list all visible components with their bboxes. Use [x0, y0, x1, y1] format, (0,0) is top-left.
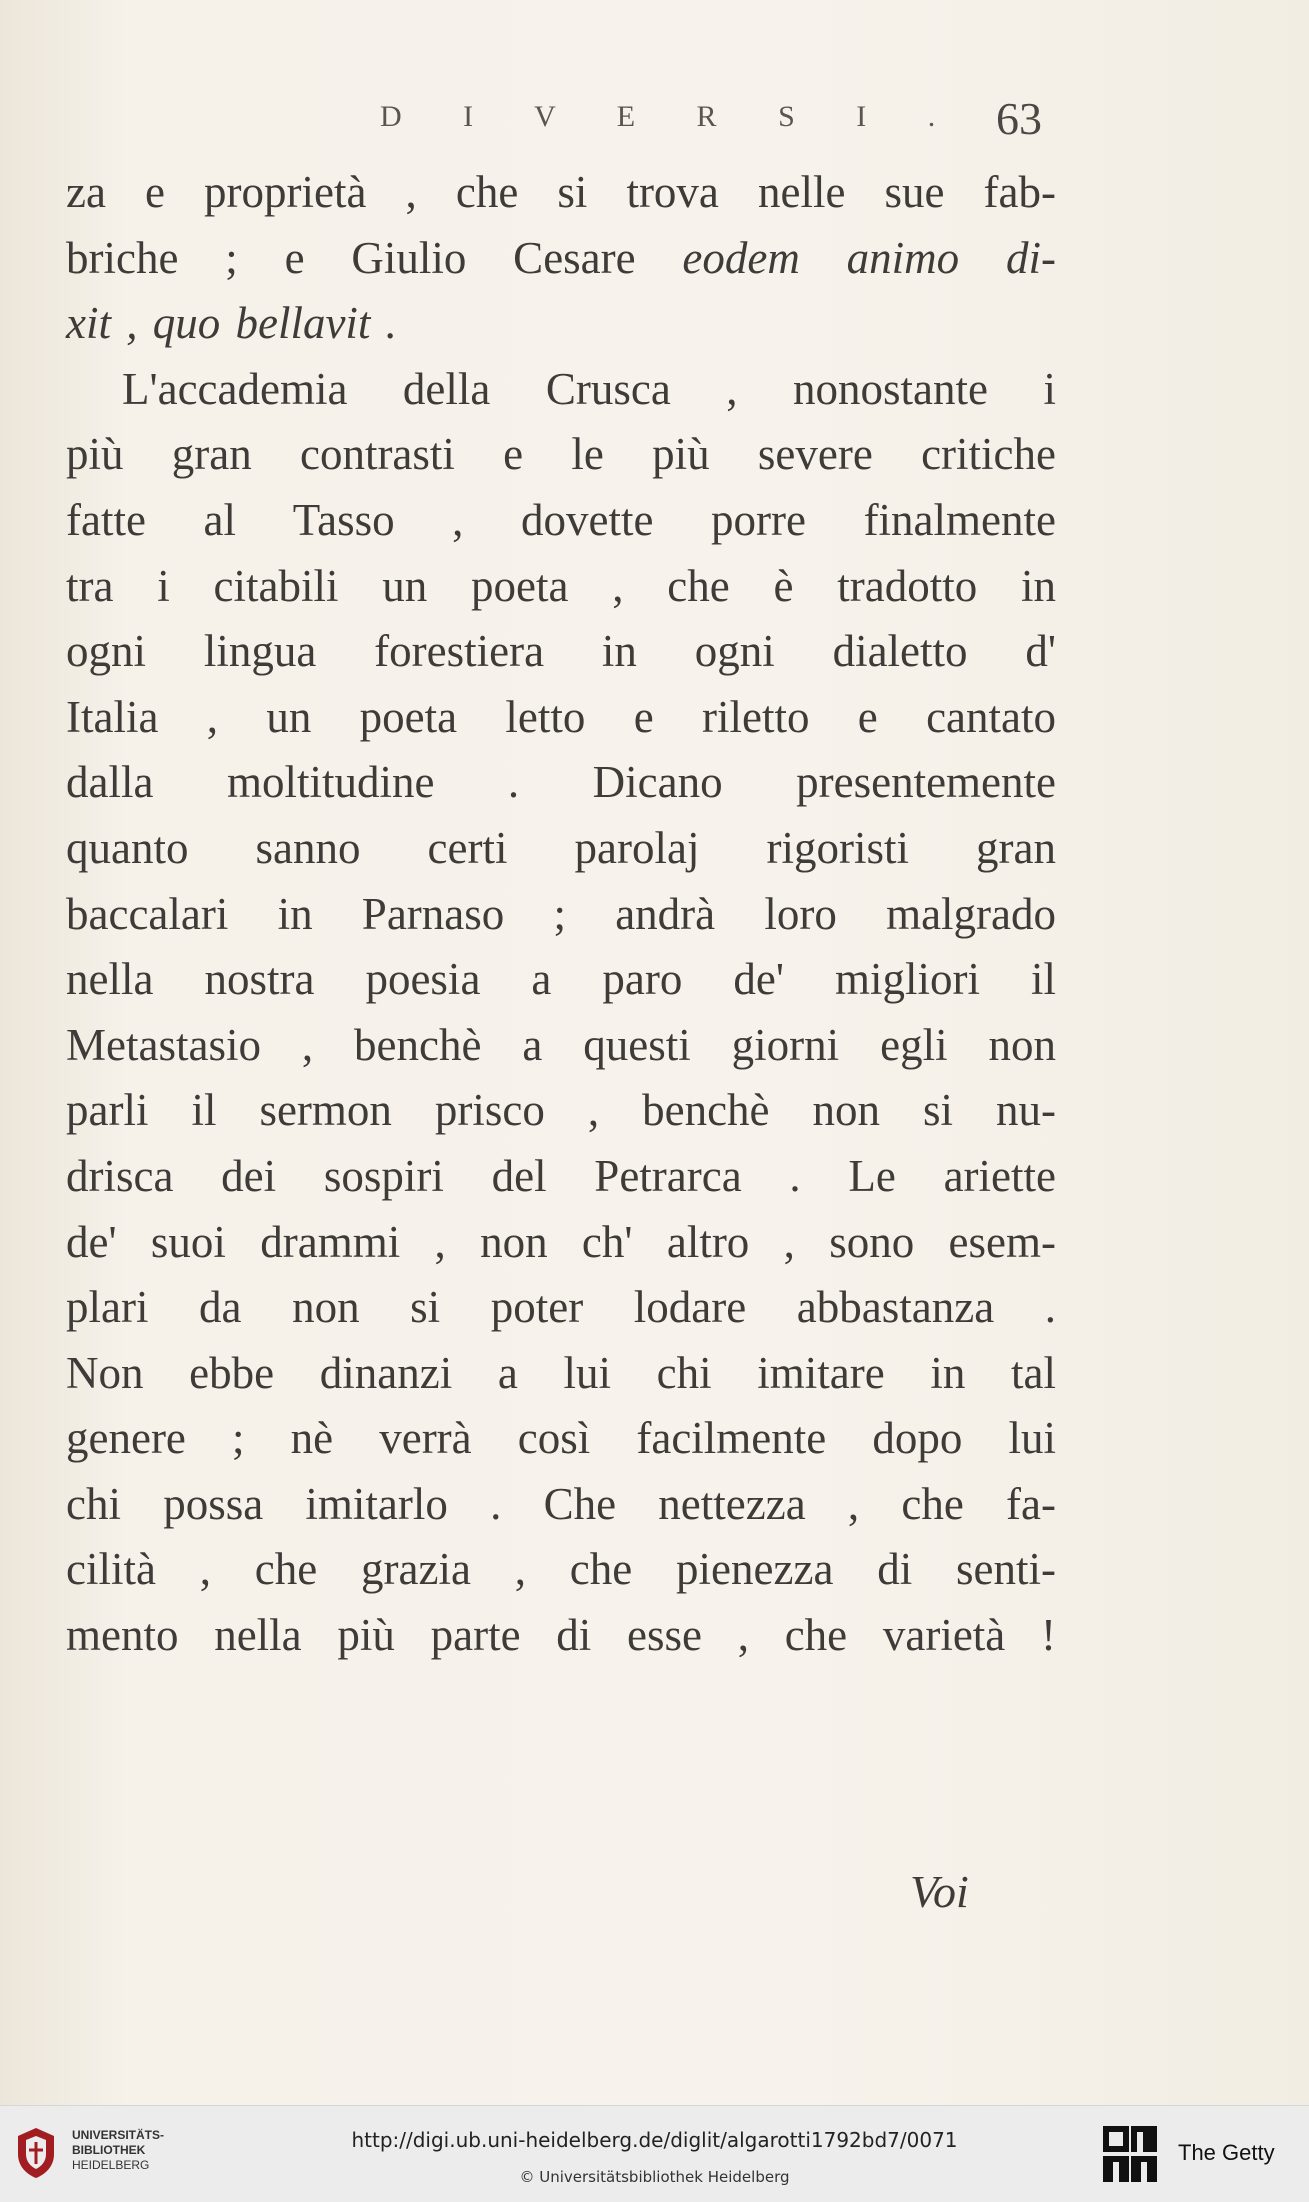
text-line: de' suoi drammi , non ch' altro , sono esem-	[66, 1216, 1056, 1267]
text-line: fatte al Tasso , dovette porre finalmente	[66, 494, 1056, 545]
text-line: chi possa imitarlo . Che nettezza , che fa-	[66, 1478, 1056, 1529]
text-line: quanto sanno certi parolaj rigoristi gran	[66, 822, 1056, 873]
latin-quote: xit , quo bellavit .	[66, 298, 397, 349]
text-line: baccalari in Parnaso ; andrà loro malgrado	[66, 888, 1056, 939]
text-line: Italia , un poeta letto e riletto e cantato	[66, 691, 1056, 742]
text-line: parli il sermon prisco , benchè non si nu-	[66, 1085, 1056, 1136]
catchword: Voi	[910, 1866, 969, 1917]
text-line: nella nostra poesia a paro de' migliori il	[66, 954, 1056, 1005]
getty-logo-icon	[1101, 2124, 1159, 2186]
body-text	[66, 160, 1056, 1669]
text-line: tra i citabili un poeta , che è tradotto in	[66, 560, 1056, 611]
partner-name: The Getty	[1178, 2140, 1275, 2165]
text-line: cilità , che grazia , che pienezza di senti-	[66, 1544, 1056, 1595]
text-line: dalla moltitudine . Dicano presentemente	[66, 757, 1056, 808]
permalink-url[interactable]: http://digi.ub.uni-heidelberg.de/diglit/algarotti1792bd7/0071	[351, 2128, 958, 2152]
latin-quote: eodem animo di-	[682, 232, 1056, 283]
text-line: più gran contrasti e le più severe critiche	[66, 429, 1056, 480]
viewer-footer	[0, 2105, 1309, 2202]
running-title: D I V E R S I .	[380, 100, 963, 133]
text-line: genere ; nè verrà così facilmente dopo lui	[66, 1413, 1056, 1464]
text-line: L'accademia della Crusca , nonostante i	[122, 363, 1056, 414]
text-line: Non ebbe dinanzi a lui chi imitare in tal	[66, 1347, 1056, 1398]
text-line: ogni lingua forestiera in ogni dialetto d'	[66, 626, 1056, 677]
copyright-notice: © Universitätsbibliothek Heidelberg	[519, 2168, 790, 2186]
text-line: Metastasio , benchè a questi giorni egli non	[66, 1019, 1056, 1070]
text-line: mento nella più parte di esse , che varietà !	[66, 1610, 1056, 1661]
text-line	[66, 291, 1056, 357]
text-line: plari da non si poter lodare abbastanza .	[66, 1282, 1056, 1333]
library-name: UNIVERSITÄTS- BIBLIOTHEK HEIDELBERG	[72, 2128, 165, 2172]
text-line: za e proprietà , che si trova nelle sue fab-	[66, 167, 1056, 217]
text-line: briche ; e Giulio Cesare eodem animo di-	[66, 232, 1056, 283]
page-number: 63	[996, 93, 1042, 144]
text-line: drisca dei sospiri del Petrarca . Le ariette	[66, 1150, 1056, 1201]
